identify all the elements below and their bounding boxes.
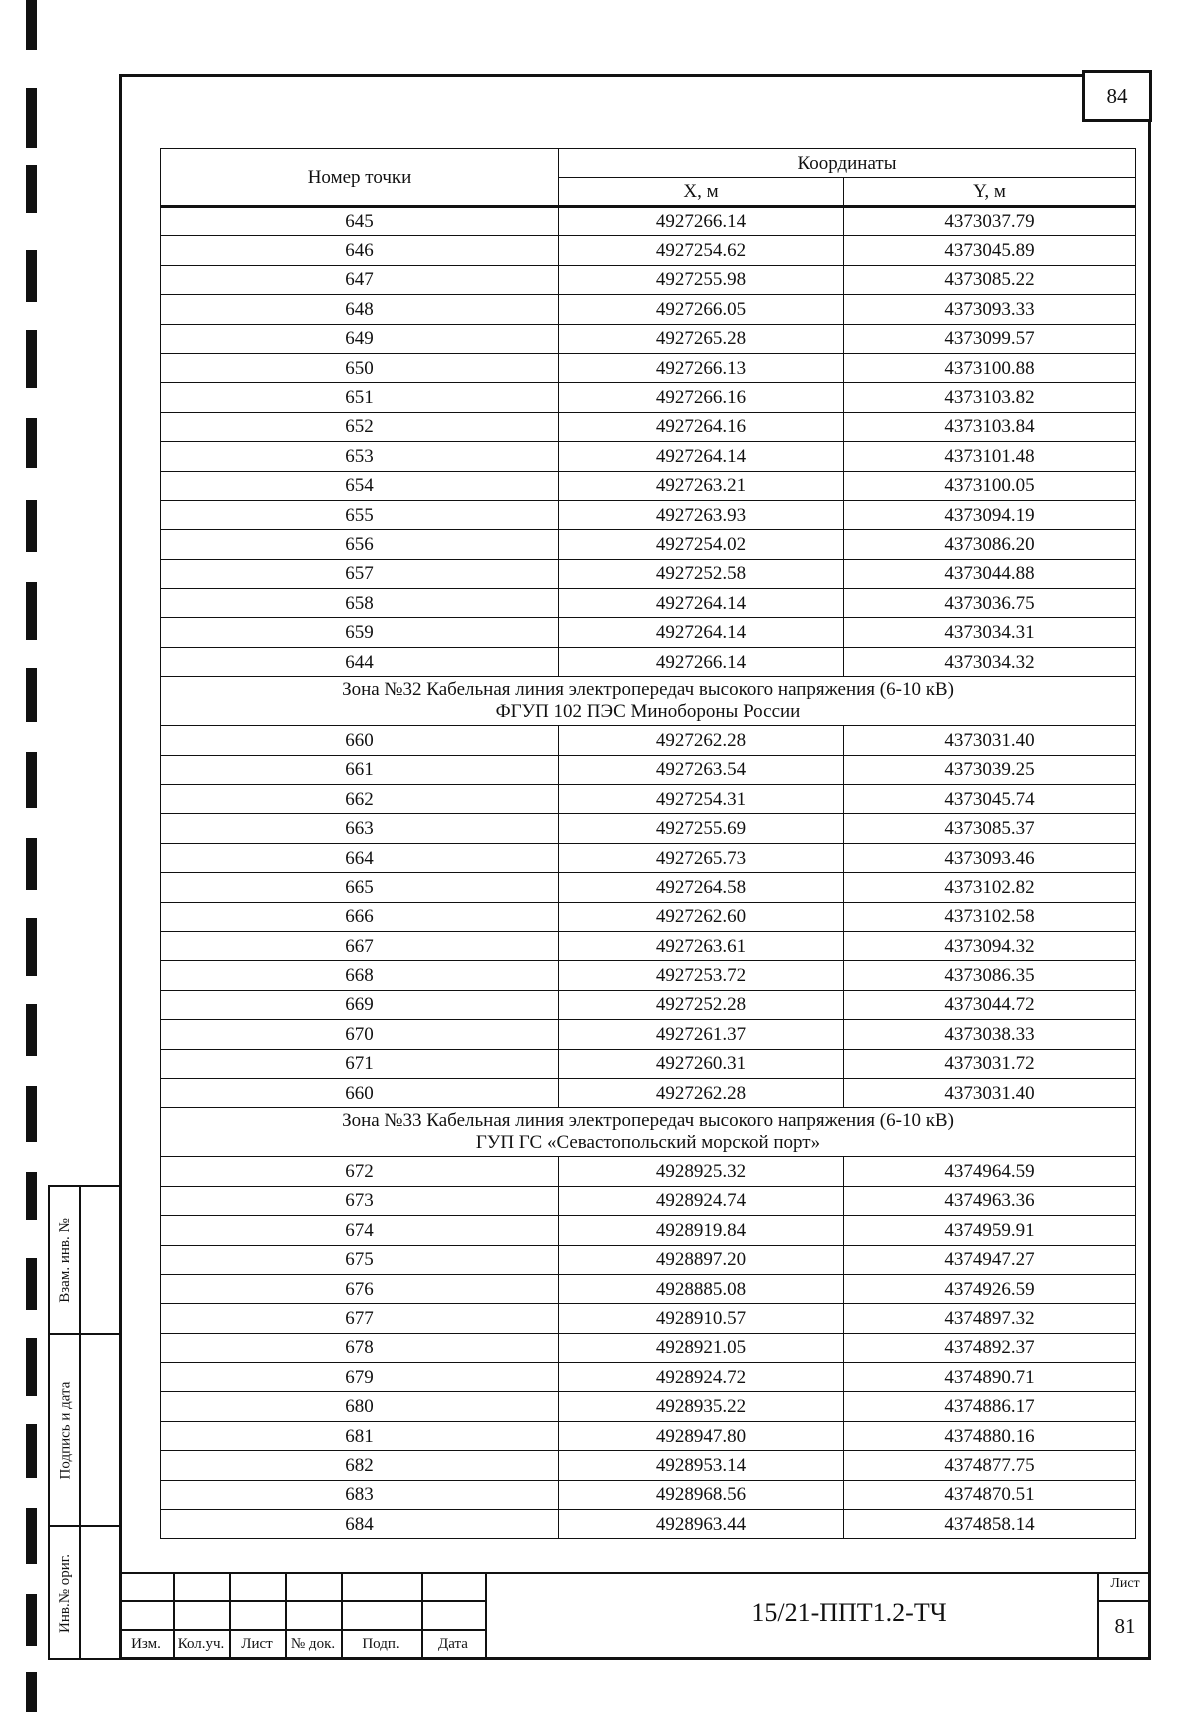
y-coordinate-cell: 4373045.89 <box>844 236 1136 265</box>
x-coordinate-cell: 4927265.28 <box>559 324 844 353</box>
x-coordinate-cell: 4927254.02 <box>559 530 844 559</box>
x-coordinate-cell: 4927263.21 <box>559 471 844 500</box>
x-coordinate-cell: 4927263.54 <box>559 755 844 784</box>
x-coordinate-cell: 4928924.72 <box>559 1363 844 1392</box>
table-row <box>161 1451 1136 1480</box>
y-coordinate-cell: 4374890.71 <box>844 1363 1136 1392</box>
point-number-cell: 677 <box>161 1304 559 1333</box>
x-coordinate-cell: 4927266.14 <box>559 647 844 676</box>
x-coordinate-cell: 4927254.31 <box>559 785 844 814</box>
point-number-cell: 645 <box>161 207 559 236</box>
table-row <box>161 1304 1136 1333</box>
point-number-cell: 656 <box>161 530 559 559</box>
y-coordinate-cell: 4373031.40 <box>844 1078 1136 1107</box>
x-coordinate-cell: 4928924.74 <box>559 1186 844 1215</box>
y-coordinate-cell: 4373093.33 <box>844 295 1136 324</box>
point-number-cell: 654 <box>161 471 559 500</box>
point-number-cell: 666 <box>161 902 559 931</box>
point-number-cell: 684 <box>161 1510 559 1539</box>
point-number-cell: 653 <box>161 442 559 471</box>
point-number-cell: 682 <box>161 1451 559 1480</box>
point-number-cell: 679 <box>161 1363 559 1392</box>
zone-owner-line: ФГУП 102 ПЭС Минобороны России <box>495 701 801 723</box>
zone-title-line: Зона №33 Кабельная линия электропередач высокого напряжения (6-10 кВ) <box>342 1110 954 1132</box>
point-number-cell: 644 <box>161 647 559 676</box>
table-row <box>161 1363 1136 1392</box>
point-number-cell: 657 <box>161 559 559 588</box>
x-coordinate-cell: 4927264.58 <box>559 873 844 902</box>
stamp-col-list: Лист <box>241 1636 273 1652</box>
table-row <box>161 471 1136 500</box>
table-row <box>161 785 1136 814</box>
table-row <box>161 1157 1136 1186</box>
table-row <box>161 236 1136 265</box>
x-coordinate-cell: 4927253.72 <box>559 961 844 990</box>
x-coordinate-cell: 4927263.61 <box>559 931 844 960</box>
y-coordinate-cell: 4373031.40 <box>844 726 1136 755</box>
x-coordinate-cell: 4928963.44 <box>559 1510 844 1539</box>
y-coordinate-cell: 4373036.75 <box>844 589 1136 618</box>
table-row <box>161 353 1136 382</box>
point-number-cell: 655 <box>161 500 559 529</box>
table-row <box>161 1392 1136 1421</box>
y-coordinate-cell: 4373086.20 <box>844 530 1136 559</box>
x-coordinate-cell: 4927260.31 <box>559 1049 844 1078</box>
document-code: 15/21-ППТ1.2-ТЧ <box>751 1598 947 1627</box>
x-coordinate-cell: 4928968.56 <box>559 1480 844 1509</box>
y-coordinate-cell: 4374858.14 <box>844 1510 1136 1539</box>
x-coordinate-cell: 4927266.13 <box>559 353 844 382</box>
y-coordinate-cell: 4374964.59 <box>844 1157 1136 1186</box>
point-number-cell: 662 <box>161 785 559 814</box>
y-coordinate-cell: 4374886.17 <box>844 1392 1136 1421</box>
table-row <box>161 1480 1136 1509</box>
y-coordinate-cell: 4373094.32 <box>844 931 1136 960</box>
point-number-cell: 648 <box>161 295 559 324</box>
sign-date-label: Подпись и дата <box>57 1381 74 1479</box>
y-coordinate-cell: 4373093.46 <box>844 843 1136 872</box>
zone-title-line: Зона №32 Кабельная линия электропередач высокого напряжения (6-10 кВ) <box>342 679 954 701</box>
inv-orig-label: Инв.№ ориг. <box>57 1554 73 1633</box>
point-number-cell: 660 <box>161 1078 559 1107</box>
x-coordinate-cell: 4928925.32 <box>559 1157 844 1186</box>
y-coordinate-cell: 4374963.36 <box>844 1186 1136 1215</box>
x-coordinate-cell: 4928919.84 <box>559 1216 844 1245</box>
table-row <box>161 412 1136 441</box>
table-row <box>161 1049 1136 1078</box>
y-coordinate-cell: 4373034.32 <box>844 647 1136 676</box>
x-coordinate-cell: 4928947.80 <box>559 1421 844 1450</box>
y-coordinate-cell: 4373044.72 <box>844 990 1136 1019</box>
table-row <box>161 442 1136 471</box>
stamp-col-podp: Подп. <box>362 1636 400 1652</box>
x-coordinate-cell: 4928897.20 <box>559 1245 844 1274</box>
point-number-cell: 669 <box>161 990 559 1019</box>
table-row <box>161 843 1136 872</box>
table-row <box>161 1020 1136 1049</box>
page-number-text: 84 <box>1106 83 1128 108</box>
y-coordinate-cell: 4374947.27 <box>844 1245 1136 1274</box>
x-coordinate-cell: 4928953.14 <box>559 1451 844 1480</box>
y-coordinate-cell: 4373099.57 <box>844 324 1136 353</box>
point-number-cell: 650 <box>161 353 559 382</box>
table-header <box>161 149 1136 207</box>
table-row <box>161 1186 1136 1215</box>
table-row <box>161 265 1136 294</box>
x-coordinate-cell: 4928921.05 <box>559 1333 844 1362</box>
stamp-col-data: Дата <box>438 1636 468 1652</box>
point-number-cell: 671 <box>161 1049 559 1078</box>
title-block <box>119 1572 1151 1660</box>
y-coordinate-cell: 4373086.35 <box>844 961 1136 990</box>
point-number-cell: 673 <box>161 1186 559 1215</box>
point-number-cell: 680 <box>161 1392 559 1421</box>
x-coordinate-cell: 4927262.60 <box>559 902 844 931</box>
x-coordinate-cell: 4927252.58 <box>559 559 844 588</box>
y-header: Y, м <box>844 178 1136 207</box>
stamp-col-doc: № док. <box>290 1636 336 1652</box>
point-number-cell: 663 <box>161 814 559 843</box>
table-row <box>161 931 1136 960</box>
point-number-cell: 664 <box>161 843 559 872</box>
table-row <box>161 1333 1136 1362</box>
x-coordinate-cell: 4928885.08 <box>559 1274 844 1303</box>
table-row <box>161 647 1136 676</box>
table-body <box>161 207 1136 1539</box>
x-coordinate-cell: 4927262.28 <box>559 1078 844 1107</box>
y-coordinate-cell: 4374870.51 <box>844 1480 1136 1509</box>
point-number-cell: 652 <box>161 412 559 441</box>
sheet-label: Лист <box>1110 1576 1140 1591</box>
point-number-cell: 658 <box>161 589 559 618</box>
table-row <box>161 1421 1136 1450</box>
approval-side-strip <box>48 1185 119 1660</box>
point-number-cell: 661 <box>161 755 559 784</box>
table-row <box>161 530 1136 559</box>
y-coordinate-cell: 4374877.75 <box>844 1451 1136 1480</box>
sheet-number: 81 <box>1114 1614 1136 1638</box>
stamp-col-izm: Изм. <box>131 1636 161 1652</box>
table-row <box>161 1245 1136 1274</box>
point-number-cell: 678 <box>161 1333 559 1362</box>
y-coordinate-cell: 4373038.33 <box>844 1020 1136 1049</box>
table-row <box>161 961 1136 990</box>
zone-heading <box>161 1108 1136 1157</box>
table-row <box>161 383 1136 412</box>
table-row <box>161 589 1136 618</box>
page-number <box>1082 70 1152 122</box>
table-row <box>161 755 1136 784</box>
table-row <box>161 1510 1136 1539</box>
y-coordinate-cell: 4373103.82 <box>844 383 1136 412</box>
x-coordinate-cell: 4927266.14 <box>559 207 844 236</box>
point-number-cell: 676 <box>161 1274 559 1303</box>
y-coordinate-cell: 4373094.19 <box>844 500 1136 529</box>
table-row <box>161 1274 1136 1303</box>
zone-heading-row <box>161 677 1136 726</box>
y-coordinate-cell: 4373100.05 <box>844 471 1136 500</box>
table-row <box>161 814 1136 843</box>
point-number-cell: 683 <box>161 1480 559 1509</box>
replace-inv-label: Взам. инв. № <box>57 1217 73 1303</box>
table-row <box>161 559 1136 588</box>
x-coordinate-cell: 4927264.14 <box>559 589 844 618</box>
y-coordinate-cell: 4374897.32 <box>844 1304 1136 1333</box>
point-number-cell: 647 <box>161 265 559 294</box>
point-number-cell: 675 <box>161 1245 559 1274</box>
point-number-cell: 672 <box>161 1157 559 1186</box>
x-coordinate-cell: 4927263.93 <box>559 500 844 529</box>
point-number-cell: 646 <box>161 236 559 265</box>
table-row <box>161 1216 1136 1245</box>
x-coordinate-cell: 4927264.14 <box>559 618 844 647</box>
coordinates-header: Координаты <box>559 149 1136 178</box>
point-number-cell: 651 <box>161 383 559 412</box>
zone-heading <box>161 677 1136 726</box>
y-coordinate-cell: 4373085.37 <box>844 814 1136 843</box>
table-row <box>161 324 1136 353</box>
point-number-cell: 649 <box>161 324 559 353</box>
x-coordinate-cell: 4928935.22 <box>559 1392 844 1421</box>
x-coordinate-cell: 4928910.57 <box>559 1304 844 1333</box>
table-row <box>161 500 1136 529</box>
y-coordinate-cell: 4373034.31 <box>844 618 1136 647</box>
zone-owner-line: ГУП ГС «Севастопольский морской порт» <box>475 1132 821 1154</box>
x-coordinate-cell: 4927252.28 <box>559 990 844 1019</box>
coordinates-table <box>160 148 1136 1539</box>
table-row <box>161 726 1136 755</box>
x-coordinate-cell: 4927262.28 <box>559 726 844 755</box>
y-coordinate-cell: 4373103.84 <box>844 412 1136 441</box>
table-row <box>161 1078 1136 1107</box>
y-coordinate-cell: 4374892.37 <box>844 1333 1136 1362</box>
y-coordinate-cell: 4373031.72 <box>844 1049 1136 1078</box>
point-number-header: Номер точки <box>161 149 559 207</box>
point-number-cell: 667 <box>161 931 559 960</box>
y-coordinate-cell: 4373102.58 <box>844 902 1136 931</box>
y-coordinate-cell: 4373037.79 <box>844 207 1136 236</box>
point-number-cell: 665 <box>161 873 559 902</box>
point-number-cell: 681 <box>161 1421 559 1450</box>
table-row <box>161 873 1136 902</box>
x-coordinate-cell: 4927264.16 <box>559 412 844 441</box>
point-number-cell: 670 <box>161 1020 559 1049</box>
y-coordinate-cell: 4374926.59 <box>844 1274 1136 1303</box>
point-number-cell: 674 <box>161 1216 559 1245</box>
x-coordinate-cell: 4927255.98 <box>559 265 844 294</box>
x-coordinate-cell: 4927266.05 <box>559 295 844 324</box>
x-coordinate-cell: 4927264.14 <box>559 442 844 471</box>
x-coordinate-cell: 4927261.37 <box>559 1020 844 1049</box>
x-coordinate-cell: 4927255.69 <box>559 814 844 843</box>
x-coordinate-cell: 4927266.16 <box>559 383 844 412</box>
x-header: X, м <box>559 178 844 207</box>
y-coordinate-cell: 4373039.25 <box>844 755 1136 784</box>
y-coordinate-cell: 4373085.22 <box>844 265 1136 294</box>
zone-heading-row <box>161 1108 1136 1157</box>
point-number-cell: 660 <box>161 726 559 755</box>
point-number-cell: 668 <box>161 961 559 990</box>
table-row <box>161 618 1136 647</box>
point-number-cell: 659 <box>161 618 559 647</box>
y-coordinate-cell: 4373100.88 <box>844 353 1136 382</box>
y-coordinate-cell: 4373101.48 <box>844 442 1136 471</box>
table-row <box>161 990 1136 1019</box>
table-row <box>161 295 1136 324</box>
stamp-col-kol: Кол.уч. <box>177 1636 225 1652</box>
y-coordinate-cell: 4373102.82 <box>844 873 1136 902</box>
x-coordinate-cell: 4927265.73 <box>559 843 844 872</box>
x-coordinate-cell: 4927254.62 <box>559 236 844 265</box>
y-coordinate-cell: 4374959.91 <box>844 1216 1136 1245</box>
table-row <box>161 902 1136 931</box>
y-coordinate-cell: 4373045.74 <box>844 785 1136 814</box>
y-coordinate-cell: 4373044.88 <box>844 559 1136 588</box>
table-row <box>161 207 1136 236</box>
y-coordinate-cell: 4374880.16 <box>844 1421 1136 1450</box>
